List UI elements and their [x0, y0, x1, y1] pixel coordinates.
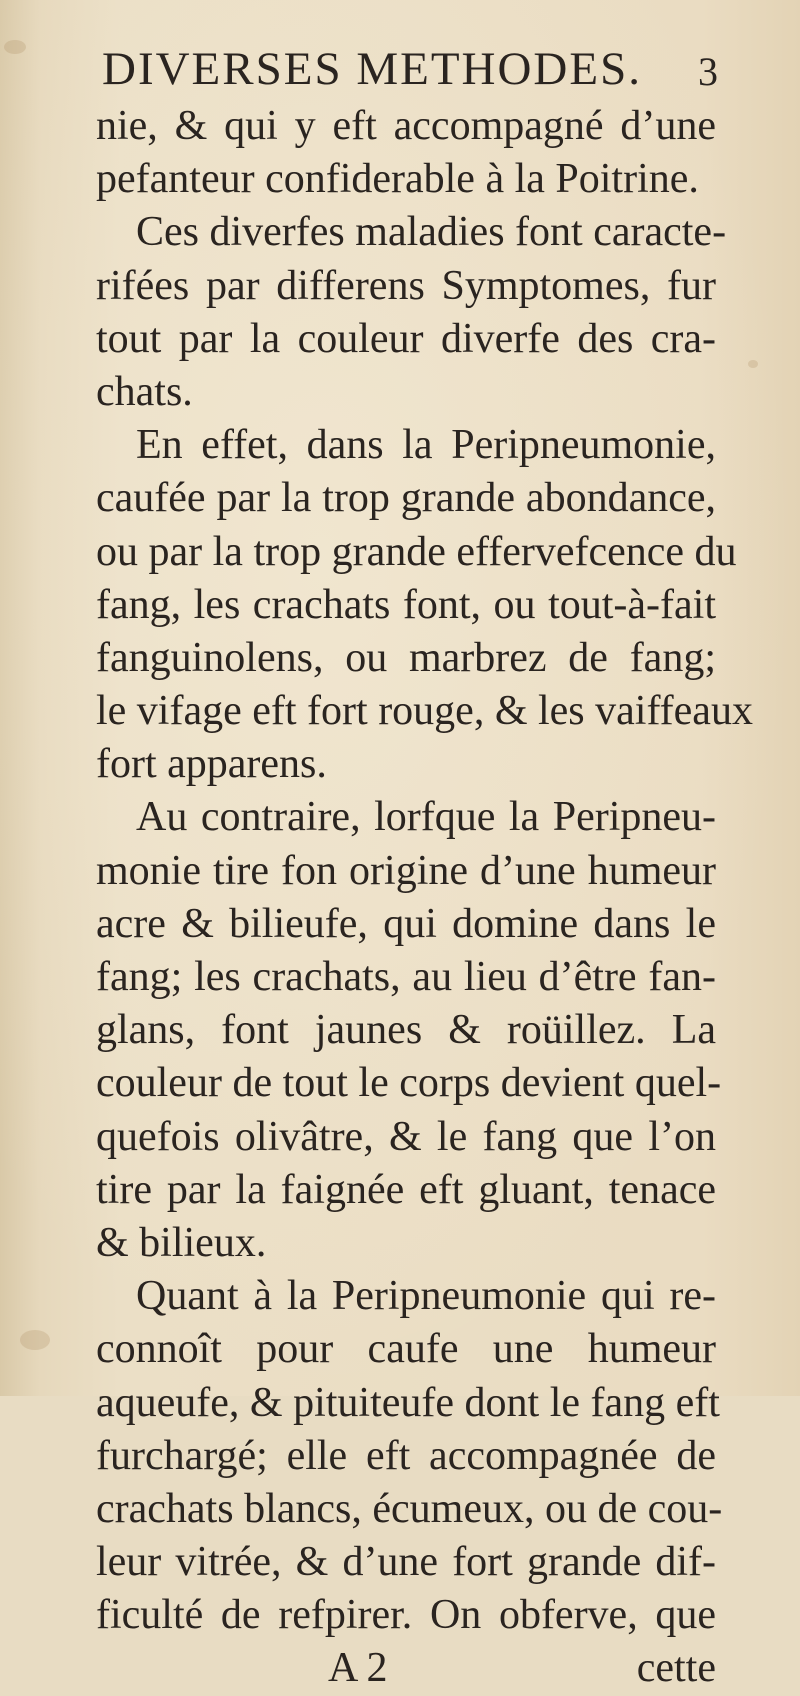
text-line: fanguinolens, ou marbrez de fang;	[96, 634, 716, 681]
page-header	[92, 42, 718, 102]
text-line: fang; les crachats, au lieu d’être fan-	[96, 954, 716, 1000]
text-line: fort apparens.	[96, 741, 327, 788]
text-line: rifées par differens Symptomes, fur	[96, 262, 716, 309]
text-line: caufée par la trop grande abondance,	[96, 475, 716, 522]
text-line: quefois olivâtre, & le fang que l’on	[96, 1113, 716, 1160]
text-line: En effet, dans la Peripneumonie,	[136, 422, 716, 469]
text-line: connoît pour caufe une humeur	[96, 1326, 716, 1373]
page-number: 3	[698, 49, 718, 94]
text-line: fang, les crachats font, ou tout-à-fait	[96, 581, 716, 628]
foxing-spot	[748, 360, 758, 368]
running-title: DIVERSES METHODES.	[102, 43, 642, 95]
text-line: ou par la trop grande effervefcence du	[96, 528, 737, 575]
text-line: leur vitrée, & d’une fort grande dif-	[96, 1539, 716, 1586]
foxing-spot	[4, 40, 26, 54]
text-line: tire par la faignée eft gluant, tenace	[96, 1166, 716, 1213]
text-line: furchargé; elle eft accompagnée de	[96, 1432, 716, 1479]
text-line: chats.	[96, 368, 193, 415]
text-line: nie, & qui y eft accompagné d’une	[96, 103, 716, 149]
signature-mark: A 2	[328, 1645, 388, 1692]
text-line: le vifage eft fort rouge, & les vaiffeaux	[96, 688, 753, 735]
text-line: crachats blancs, écumeux, ou de cou-	[96, 1485, 723, 1532]
text-line: monie tire fon origine d’une humeur	[96, 847, 716, 894]
catchword: cette	[636, 1645, 716, 1692]
text-line: Quant à la Peripneumonie qui re-	[136, 1273, 716, 1320]
text-line: Au contraire, lorfque la Peripneu-	[136, 794, 716, 841]
body-text	[96, 100, 753, 1696]
text-line: glans, font jaunes & roüillez. La	[96, 1007, 716, 1054]
text-line: acre & bilieufe, qui domine dans le	[96, 900, 716, 947]
foxing-spot	[20, 1330, 50, 1350]
text-line: ficulté de refpirer. On obferve, que	[96, 1592, 716, 1639]
text-line: tout par la couleur diverfe des cra-	[96, 315, 716, 362]
text-line: couleur de tout le corps devient quel-	[96, 1060, 722, 1107]
text-line: & bilieux.	[96, 1219, 267, 1266]
text-line: aqueufe, & pituiteufe dont le fang eft	[96, 1379, 720, 1426]
text-line: Ces diverfes maladies font caracte-	[136, 209, 727, 256]
page-footer	[96, 1642, 716, 1695]
text-line: pefanteur confiderable à la Poitrine.	[96, 156, 699, 203]
